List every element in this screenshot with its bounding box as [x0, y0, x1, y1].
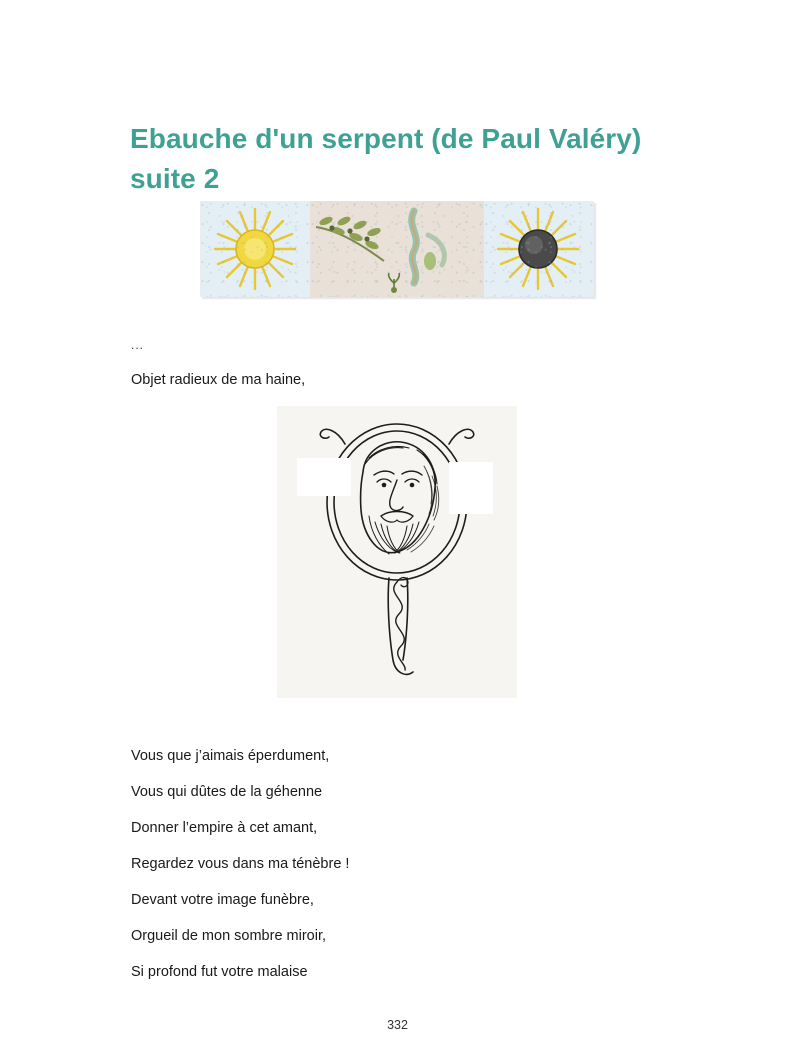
yellow-sun-illustration — [200, 201, 310, 297]
verse-line: Vous que j’aimais éperdument, — [131, 748, 330, 764]
olive-branch-and-serpent-illustration — [310, 201, 484, 297]
ellipsis-marker: ... — [131, 338, 145, 352]
dark-sun-icon — [484, 201, 594, 297]
verse-line: Si profond fut votre malaise — [131, 964, 308, 980]
dark-sun-illustration — [484, 201, 594, 297]
verse-line: Vous qui dûtes de la géhenne — [131, 784, 323, 800]
olive-branch-icon — [310, 201, 484, 297]
banner-illustration-strip — [200, 201, 594, 297]
hand-mirror-illustration — [277, 406, 517, 698]
verse-line: Donner l’empire à cet amant, — [131, 820, 318, 836]
verse-line: Orgueil de mon sombre miroir, — [131, 928, 327, 944]
yellow-sun-icon — [200, 201, 310, 297]
page-title: Ebauche d'un serpent (de Paul Valéry) suite 2 — [130, 122, 642, 194]
verse-line: Regardez vous dans ma ténèbre ! — [131, 856, 350, 872]
intro-verse: Objet radieux de ma haine, — [131, 372, 306, 388]
poem-stanza — [131, 738, 631, 990]
verse-line: Devant votre image funèbre, — [131, 892, 314, 908]
page-number: 332 — [387, 1018, 408, 1032]
hand-mirror-drawing — [277, 406, 517, 698]
